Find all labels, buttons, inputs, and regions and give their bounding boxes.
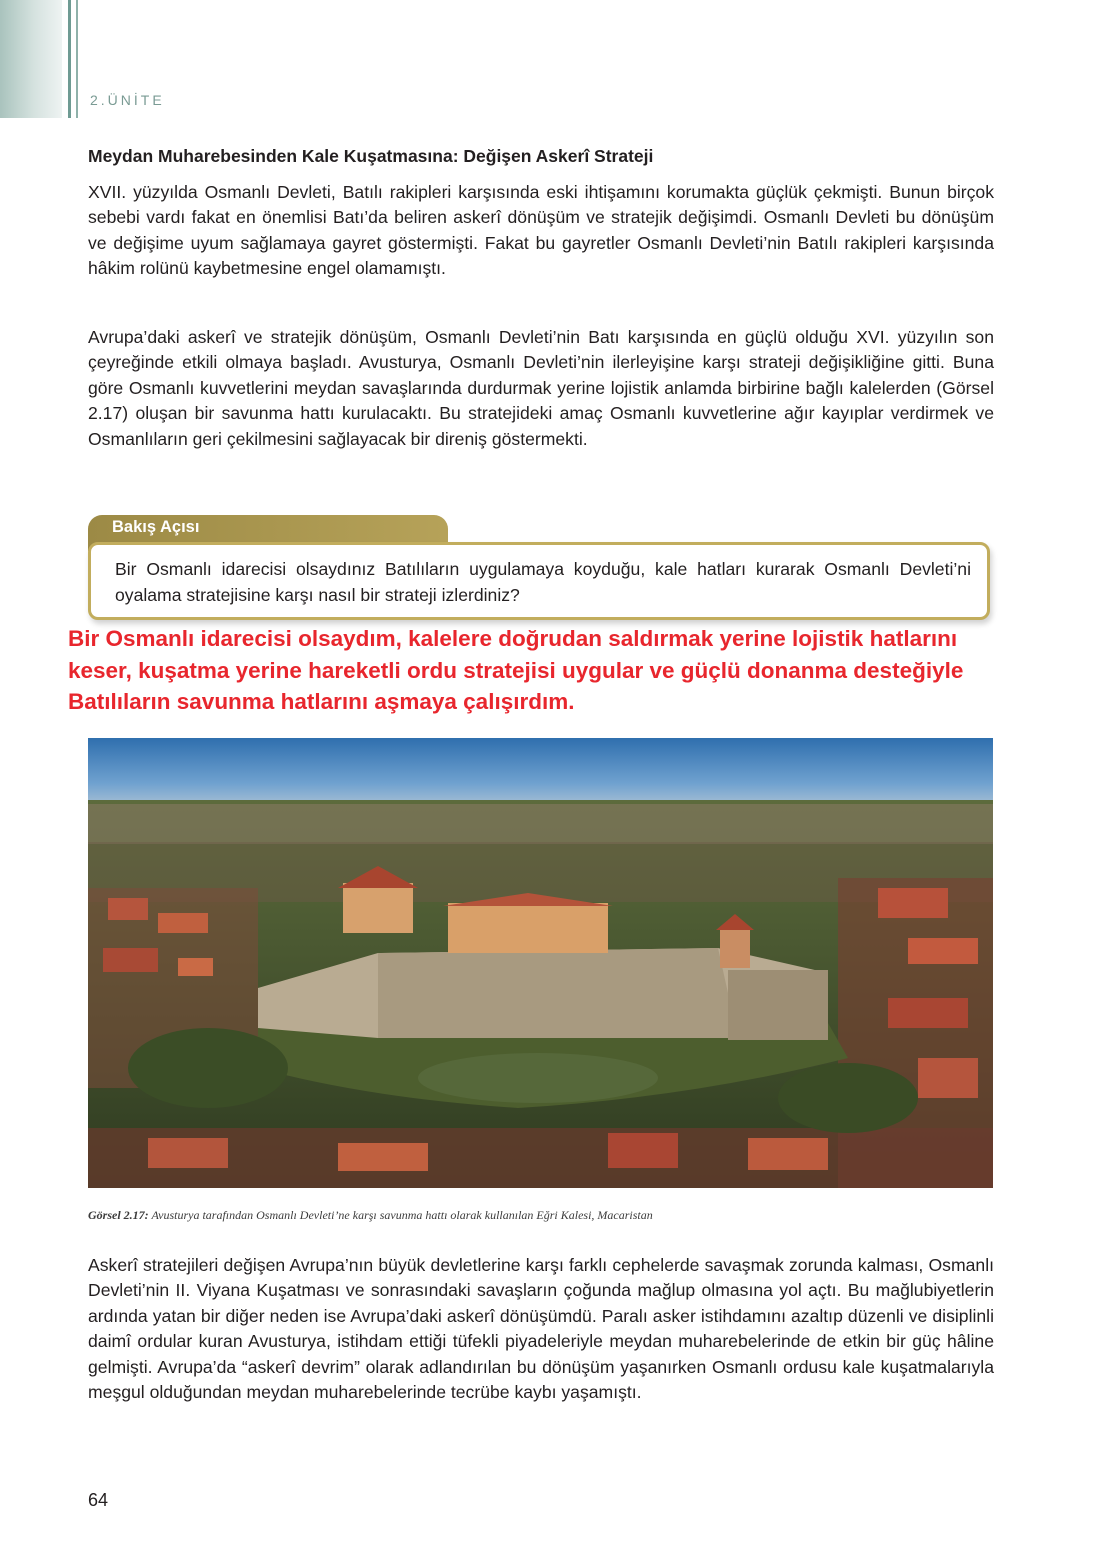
unit-label: 2.ÜNİTE [90, 92, 165, 108]
perspective-title: Bakış Açısı [112, 518, 200, 536]
paragraph-1: XVII. yüzyılda Osmanlı Devleti, Batılı rakipleri karşısında eski ihtişamını korumakta güçlük çekmişti. Bunun birçok sebebi vardı fakat en önemlisi Batı’da beliren askerî dönüşüm ve stratejik değişimdi. Osmanlı Devleti bu dönüşüm ve değişime uyum sağlamaya gayret göstermişti. Fakat bu gayretler Osmanlı Devleti’nin Batılı rakipleri karşısında hâkim rolünü kaybetmesine engel olamamıştı. [88, 182, 994, 279]
castle-photo [88, 738, 993, 1188]
caption-label: Görsel 2.17: [88, 1208, 149, 1222]
paragraph-2: Avrupa’daki askerî ve stratejik dönüşüm, Osmanlı Devleti’nin Batı karşısında en güçlü olduğu XVI. yüzyılın son çeyreğinde etkili olmaya başladı. Avusturya, Osmanlı Devleti’nin ilerleyişine karşı strateji değişikliğine gitti. Buna göre Osmanlı kuvvetlerini meydan savaşlarında durdurmak yerine lojistik anlamda birbirine bağlı kalelerden (Görsel 2.17) oluşan bir savunma hattı kurulacaktı. Bu stratejideki amaç Osmanlı kuvvetlerine ağır kayıplar verdirmek ve Osmanlıların geri çekilmesini sağlayacak bir direniş göstermekti. [88, 327, 994, 449]
student-answer: Bir Osmanlı idarecisi olsaydım, kalelere doğrudan saldırmak yerine lojistik hatlarını keser, kuşatma yerine hareketli ordu stratejisi uygular ve güçlü donanma desteğiyle Batılıların savunma hatlarını aşmaya çalışırdım. [68, 626, 964, 714]
corner-decoration [0, 0, 62, 118]
page-number: 64 [88, 1490, 109, 1510]
section-title: Meydan Muharebesinden Kale Kuşatmasına: Değişen Askerî Strateji [88, 146, 654, 166]
caption-text: Avusturya tarafından Osmanlı Devleti’ne karşı savunma hattı olarak kullanılan Eğri Kalesi, Macaristan [148, 1208, 653, 1222]
paragraph-3: Askerî stratejileri değişen Avrupa’nın büyük devletlerine karşı farklı cephelerde savaşmak zorunda kalması, Osmanlı Devleti’nin II. Viyana Kuşatması ve sonrasındaki savaşların çoğunda mağlup olmasına yol açtı. Bu mağlubiyetlerin ardında yatan bir diğer neden ise Avrupa’daki askerî dönüşümdü. Paralı asker istihdamını azaltıp düzenli ve disiplinli daimî ordular kuran Avusturya, istihdam ettiği tüfekli piyadeleriyle meydan muharebelerinde de etkin bir güç hâline gelmişti. Avrupa’da “askerî devrim” olarak adlandırılan bu dönüşüm yaşanırken Osmanlı ordusu kale kuşatmalarıyla meşgul olduğundan meydan muharebelerinde tecrübe kaybı yaşamıştı. [88, 1255, 994, 1403]
figure-caption [88, 1208, 653, 1223]
header-rule [68, 0, 71, 118]
perspective-question: Bir Osmanlı idarecisi olsaydınız Batılıların uygulamaya koyduğu, kale hatları kurarak Osmanlı Devleti’ni oyalama stratejisine karşı nasıl bir strateji izlerdiniz? [115, 559, 971, 605]
header-rule-secondary [76, 0, 78, 118]
